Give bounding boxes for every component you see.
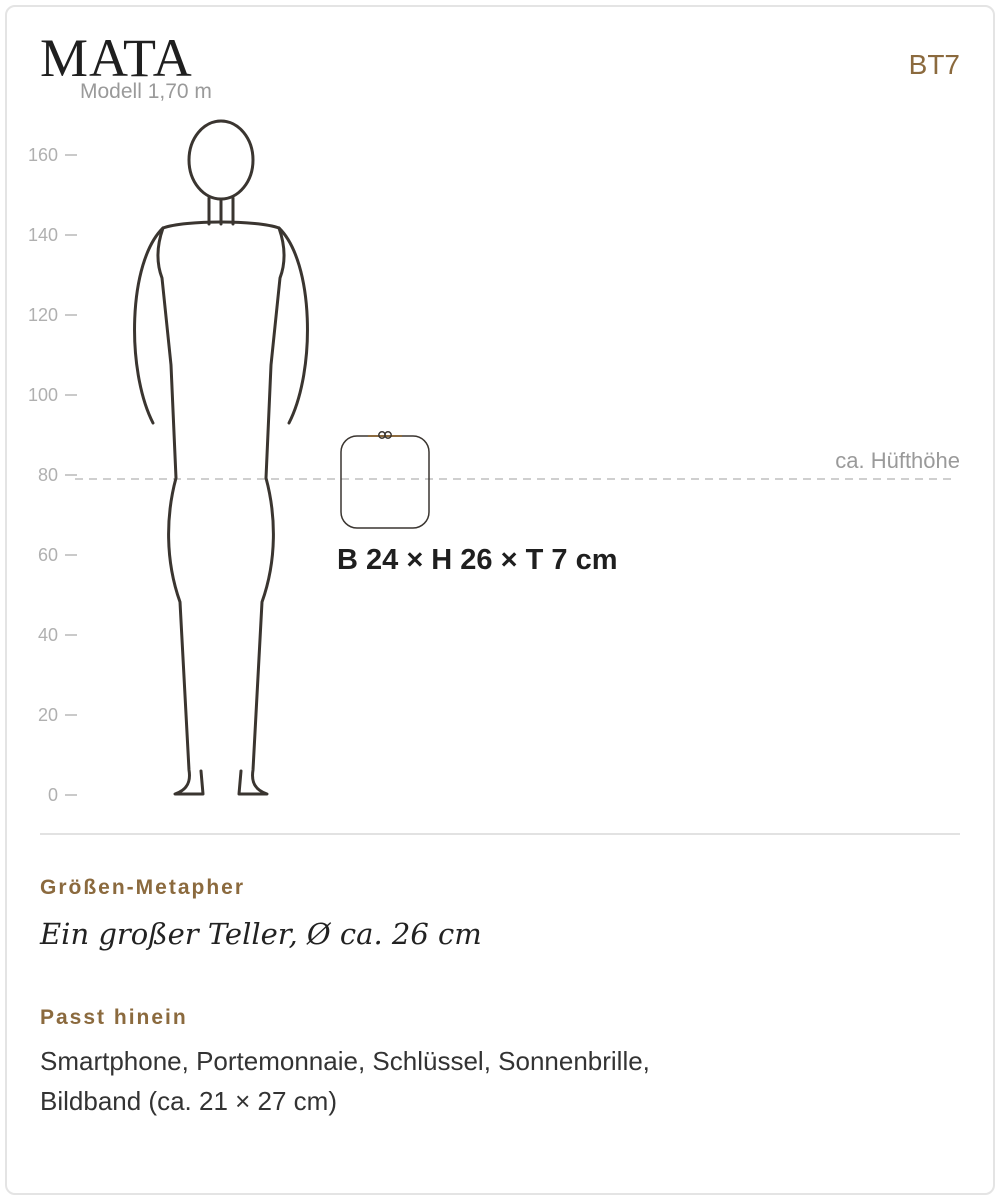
bag-dimensions: B 24 × H 26 × T 7 cm [337,544,618,576]
section-divider [40,833,960,835]
height-scale [28,145,77,805]
scale-tick-label: 160 [27,145,58,165]
scale-tick-label: 20 [37,705,58,725]
hip-height-label: ca. Hüfthöhe [835,448,960,473]
scale-tick-label: 0 [47,785,58,805]
product-name: MATA [40,28,193,88]
fits-inside-heading: Passt hinein [40,1006,188,1029]
scale-tick-label: 80 [37,465,58,485]
model-height-label: Modell 1,70 m [80,80,212,103]
product-code: BT7 [908,49,960,80]
metaphor-text: Ein großer Teller, Ø ca. 26 cm [40,917,482,951]
person-silhouette-icon [135,121,308,794]
scale-tick-label: 140 [27,225,58,245]
scale-tick-label: 60 [37,545,58,565]
scale-tick-label: 100 [27,385,58,405]
scale-tick-label: 120 [27,305,58,325]
scale-tick-label: 40 [37,625,58,645]
fits-inside-text: Smartphone, Portemonnaie, Schlüssel, Sonnenbrille, Bildband (ca. 21 × 27 cm) [40,1046,650,1116]
metaphor-heading: Größen-Metapher [40,876,246,899]
